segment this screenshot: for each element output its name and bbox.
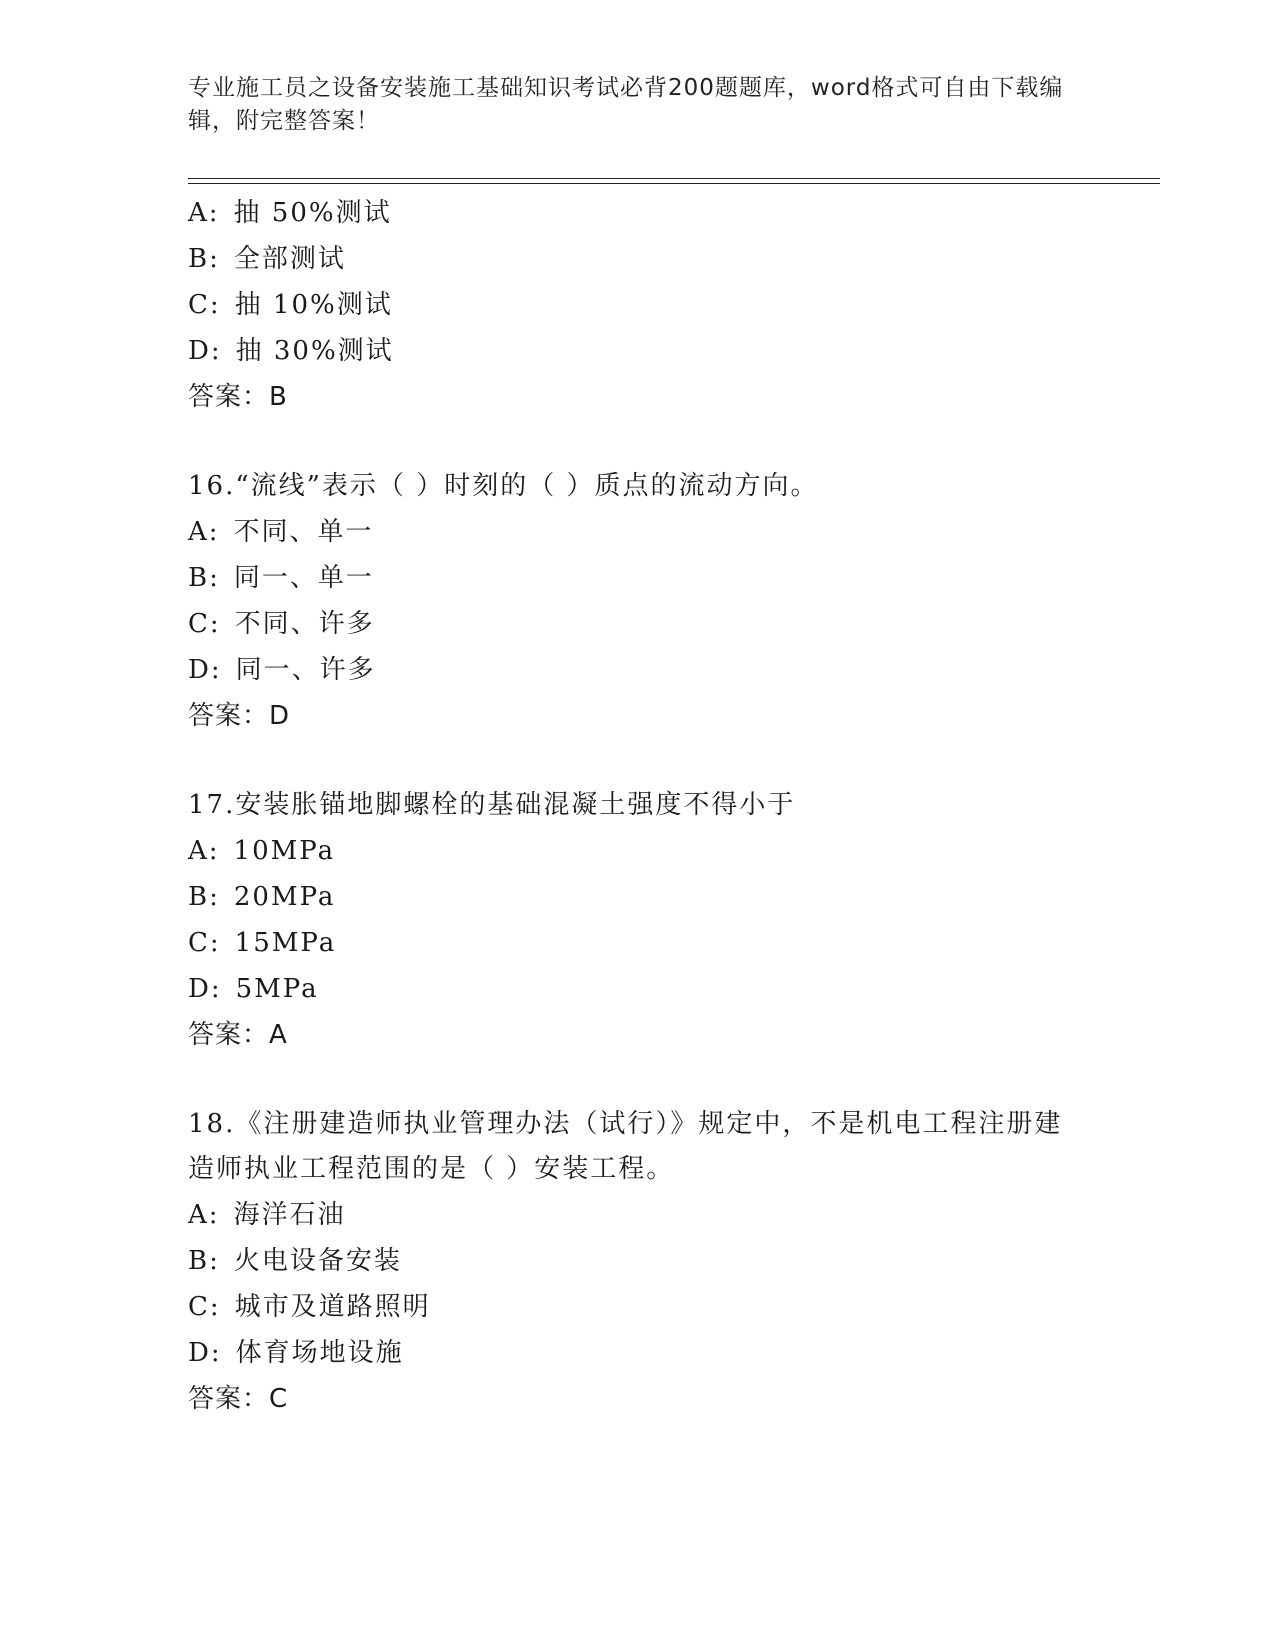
option-c bbox=[188, 282, 1088, 328]
answer-line: 答案：D bbox=[188, 701, 291, 731]
option-letter: C: bbox=[188, 290, 221, 320]
option-a bbox=[188, 1192, 1088, 1238]
option-letter: C: bbox=[188, 1292, 221, 1322]
header-divider-top bbox=[188, 178, 1160, 179]
answer-line: 答案：B bbox=[188, 382, 288, 412]
option-text: 体育场地设施 bbox=[235, 1338, 404, 1368]
option-letter: D: bbox=[188, 1338, 222, 1368]
header-divider-bottom bbox=[188, 183, 1160, 184]
option-text: 火电设备安装 bbox=[233, 1246, 402, 1276]
option-text: 15MPa bbox=[234, 928, 337, 958]
option-text: 抽 30%测试 bbox=[235, 336, 394, 366]
question-block-18 bbox=[188, 1102, 1088, 1422]
option-text: 城市及道路照明 bbox=[234, 1292, 431, 1322]
option-b bbox=[188, 236, 1088, 282]
option-letter: D: bbox=[188, 336, 222, 366]
option-letter: D: bbox=[188, 655, 222, 685]
option-b bbox=[188, 874, 1088, 920]
option-d bbox=[188, 1330, 1088, 1376]
option-c bbox=[188, 601, 1088, 647]
option-letter: D: bbox=[188, 974, 222, 1004]
option-d bbox=[188, 647, 1088, 693]
option-letter: A: bbox=[188, 517, 220, 547]
question-text: 17.安装胀锚地脚螺栓的基础混凝土强度不得小于 bbox=[188, 790, 796, 820]
option-text: 20MPa bbox=[233, 882, 336, 912]
option-letter: B: bbox=[188, 244, 220, 274]
option-letter: A: bbox=[188, 836, 220, 866]
option-text: 同一、许多 bbox=[235, 655, 376, 685]
option-a bbox=[188, 509, 1088, 555]
option-a bbox=[188, 828, 1088, 874]
question-block-15 bbox=[188, 190, 1088, 420]
option-text: 海洋石油 bbox=[233, 1200, 346, 1230]
option-letter: A: bbox=[188, 198, 220, 228]
option-letter: B: bbox=[188, 1246, 220, 1276]
option-b bbox=[188, 1238, 1088, 1284]
answer-line: 答案：A bbox=[188, 1020, 288, 1050]
option-d bbox=[188, 328, 1088, 374]
option-a bbox=[188, 190, 1088, 236]
question-block-16 bbox=[188, 464, 1088, 739]
document-header: 专业施工员之设备安装施工基础知识考试必背200题题库，word格式可自由下载编辑，附完整答案！ bbox=[188, 75, 1064, 134]
option-letter: A: bbox=[188, 1200, 220, 1230]
option-c bbox=[188, 1284, 1088, 1330]
option-text: 抽 10%测试 bbox=[234, 290, 393, 320]
option-letter: C: bbox=[188, 928, 221, 958]
option-letter: C: bbox=[188, 609, 221, 639]
question-list bbox=[188, 190, 1088, 1422]
option-text: 5MPa bbox=[235, 974, 319, 1004]
option-text: 不同、许多 bbox=[234, 609, 375, 639]
answer-line: 答案：C bbox=[188, 1384, 289, 1414]
option-text: 抽 50%测试 bbox=[233, 198, 392, 228]
option-c bbox=[188, 920, 1088, 966]
option-letter: B: bbox=[188, 563, 220, 593]
option-letter: B: bbox=[188, 882, 220, 912]
option-text: 全部测试 bbox=[233, 244, 346, 274]
question-text: 16.“流线”表示（ ）时刻的（ ）质点的流动方向。 bbox=[188, 471, 819, 501]
option-text: 不同、单一 bbox=[233, 517, 374, 547]
option-b bbox=[188, 555, 1088, 601]
option-d bbox=[188, 966, 1088, 1012]
option-text: 同一、单一 bbox=[233, 563, 374, 593]
question-block-17 bbox=[188, 783, 1088, 1058]
question-text: 18.《注册建造师执业管理办法（试行）》规定中，不是机电工程注册建造师执业工程范围的是（ ）安装工程。 bbox=[188, 1109, 1063, 1184]
option-text: 10MPa bbox=[233, 836, 336, 866]
